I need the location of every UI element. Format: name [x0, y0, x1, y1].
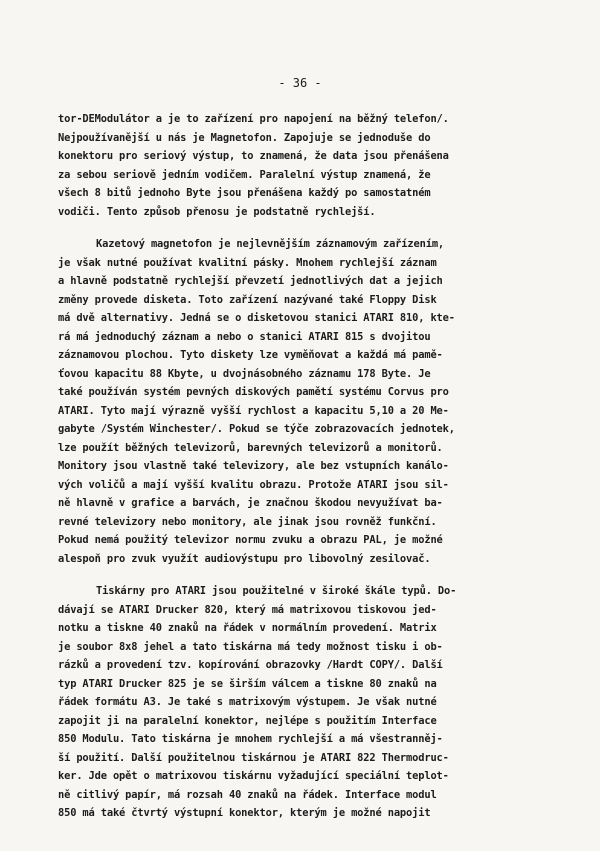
text-line: Pokud nemá použitý televizor normu zvuku a obrazu PAL, je možné	[58, 534, 443, 546]
text-line: záznamovou plochou. Tyto diskety lze vyměňovat a každá má pamě-	[58, 349, 443, 361]
text-line: změny provede disketa. Toto zařízení nazývané také Floppy Disk	[58, 293, 437, 306]
text-line: 850 Modulu. Tato tiskárna je mnohem rychlejší a má všestranněj-	[58, 733, 443, 745]
text-line: má dvě alternativy. Jedná se o disketovou stanici ATARI 810, kte-	[58, 312, 455, 324]
text-line: je však nutné používat kvalitní pásky. Mnohem rychlejší záznam	[58, 256, 437, 269]
text-line: také používán systém pevných diskových pamětí systému Corvus pro	[58, 386, 449, 398]
text-line: typ ATARI Drucker 825 je se širším válcem a tiskne 80 znaků na	[58, 677, 437, 690]
paragraph-gap	[58, 568, 558, 582]
text-line: gabyte /Systém Winchester/. Pokud se týče zobrazovacích jednotek,	[58, 423, 455, 435]
text-line: ně hlavně v grafice a barvách, je značnou škodou nevyužívat ba-	[58, 497, 443, 509]
body-text	[58, 110, 558, 823]
text-line: ker. Jde opět o matrixovou tiskárnu vyžadující speciální teplot-	[58, 770, 449, 782]
text-line: vodiči. Tento způsob přenosu je podstatně rychlejší.	[58, 205, 376, 218]
page-number: - 36 -	[278, 76, 322, 90]
text-line: ťovou kapacitu 88 Kbyte, u dvojnásobného záznamu 178 Byte. Je	[58, 367, 431, 380]
text-line: alespoň pro zvuk využít audiovýstupu pro libovolný zesilovač.	[58, 552, 431, 565]
text-line: vých voličů a mají vyšší kvalitu obrazu. Protože ATARI jsou sil-	[58, 478, 449, 491]
text-line: 850 má také čtvrtý výstupní konektor, kterým je možné napojit	[58, 807, 431, 819]
text-line: konektoru pro seriový výstup, to znamená, že data jsou přenášena	[58, 150, 449, 162]
text-line: ší použití. Další použitelnou tiskárnou je ATARI 822 Thermodruc-	[58, 751, 449, 764]
text-line: Nejpoužívanější u nás je Magnetofon. Zapojuje se jednoduše do	[58, 131, 431, 144]
text-line: za sebou seriově jedním vodičem. Paralelní výstup znamená, že	[58, 168, 431, 181]
text-line: všech 8 bitů jednoho Byte jsou přenášena každý po samostatném	[58, 187, 431, 199]
text-line: ně citlivý papír, má rozsah 40 znaků na řádek. Interface modul	[58, 788, 437, 801]
text-line: tor-DEModulátor a je to zařízení pro napojení na běžný telefon/.	[58, 113, 449, 125]
text-line: zapojit ji na paralelní konektor, nejlépe s použitím Interface	[58, 714, 437, 727]
paragraph-gap	[58, 221, 558, 235]
text-line: rázků a provedení tzv. kopírování obrazovky /Hardt COPY/. Další	[58, 659, 443, 671]
text-line: Monitory jsou vlastně také televizory, ale bez vstupních kanálo-	[58, 460, 449, 472]
text-line: Tiskárny pro ATARI jsou použitelné v široké škále typů. Do-	[96, 585, 457, 597]
text-line: lze použít běžných televizorů, barevných televizorů a monitorů.	[58, 441, 443, 454]
text-line: je soubor 8x8 jehel a tato tiskárna má tedy možnost tisku i ob-	[58, 640, 443, 653]
text-line: dávají se ATARI Drucker 820, který má matrixovou tiskovou jed-	[58, 603, 437, 616]
text-line: ATARI. Tyto mají výrazně vyšší rychlost a kapacitu 5,10 a 20 Me-	[58, 404, 449, 417]
text-line: notku a tiskne 40 znaků na řádek v normálním provedení. Matrix	[58, 622, 437, 634]
text-line: rá má jednoduchý záznam a nebo o stanici ATARI 815 s dvojitou	[58, 330, 431, 343]
text-line: revné televizory nebo monitory, ale jinak jsou rovněž funkční.	[58, 515, 437, 528]
text-line: a hlavně podstatně rychlejší převzetí jednotlivých dat a jejich	[58, 275, 443, 287]
text-line: řádek formátu A3. Je také s matrixovým výstupem. Je však nutné	[58, 696, 437, 708]
text-line: Kazetový magnetofon je nejlevnějším záznamovým zařízením,	[96, 238, 445, 250]
